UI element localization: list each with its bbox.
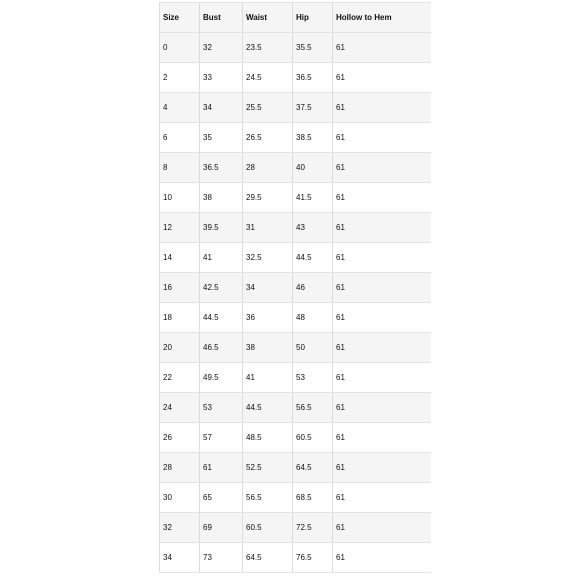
header-size: Size xyxy=(160,3,200,33)
cell-size: 14 xyxy=(160,243,200,273)
cell-waist: 29.5 xyxy=(243,183,293,213)
cell-size: 6 xyxy=(160,123,200,153)
cell-bust: 34 xyxy=(200,93,243,123)
table-row xyxy=(160,183,431,213)
cell-hollow-to-hem: 61 xyxy=(333,393,431,423)
cell-hip: 68.5 xyxy=(293,483,333,513)
cell-hip: 72.5 xyxy=(293,513,333,543)
cell-size: 12 xyxy=(160,213,200,243)
cell-hollow-to-hem: 61 xyxy=(333,483,431,513)
cell-waist: 64.5 xyxy=(243,543,293,573)
cell-hip: 56.5 xyxy=(293,393,333,423)
cell-waist: 44.5 xyxy=(243,393,293,423)
cell-hip: 53 xyxy=(293,363,333,393)
cell-hollow-to-hem: 61 xyxy=(333,303,431,333)
cell-hollow-to-hem: 61 xyxy=(333,33,431,63)
table-row xyxy=(160,273,431,303)
cell-waist: 34 xyxy=(243,273,293,303)
cell-bust: 61 xyxy=(200,453,243,483)
cell-waist: 36 xyxy=(243,303,293,333)
cell-hollow-to-hem: 61 xyxy=(333,363,431,393)
cell-bust: 53 xyxy=(200,393,243,423)
table-row xyxy=(160,93,431,123)
cell-bust: 65 xyxy=(200,483,243,513)
cell-waist: 32.5 xyxy=(243,243,293,273)
cell-waist: 24.5 xyxy=(243,63,293,93)
cell-hollow-to-hem: 61 xyxy=(333,153,431,183)
table-row xyxy=(160,33,431,63)
cell-bust: 69 xyxy=(200,513,243,543)
cell-size: 10 xyxy=(160,183,200,213)
size-chart-table xyxy=(159,2,431,573)
cell-bust: 49.5 xyxy=(200,363,243,393)
cell-hollow-to-hem: 61 xyxy=(333,543,431,573)
table-row xyxy=(160,393,431,423)
header-hip: Hip xyxy=(293,3,333,33)
cell-hip: 44.5 xyxy=(293,243,333,273)
cell-size: 28 xyxy=(160,453,200,483)
cell-hollow-to-hem: 61 xyxy=(333,273,431,303)
cell-hip: 38.5 xyxy=(293,123,333,153)
cell-bust: 38 xyxy=(200,183,243,213)
table-row xyxy=(160,123,431,153)
table-row xyxy=(160,453,431,483)
cell-hip: 41.5 xyxy=(293,183,333,213)
cell-size: 8 xyxy=(160,153,200,183)
cell-waist: 60.5 xyxy=(243,513,293,543)
cell-hip: 43 xyxy=(293,213,333,243)
cell-waist: 23.5 xyxy=(243,33,293,63)
cell-hollow-to-hem: 61 xyxy=(333,513,431,543)
table-row xyxy=(160,513,431,543)
cell-size: 30 xyxy=(160,483,200,513)
cell-size: 0 xyxy=(160,33,200,63)
table-row xyxy=(160,63,431,93)
cell-hip: 50 xyxy=(293,333,333,363)
cell-bust: 35 xyxy=(200,123,243,153)
cell-hollow-to-hem: 61 xyxy=(333,123,431,153)
cell-hip: 36.5 xyxy=(293,63,333,93)
cell-size: 24 xyxy=(160,393,200,423)
cell-size: 20 xyxy=(160,333,200,363)
cell-bust: 41 xyxy=(200,243,243,273)
cell-size: 4 xyxy=(160,93,200,123)
cell-size: 2 xyxy=(160,63,200,93)
table-header xyxy=(160,3,431,33)
cell-waist: 56.5 xyxy=(243,483,293,513)
cell-hollow-to-hem: 61 xyxy=(333,243,431,273)
cell-bust: 33 xyxy=(200,63,243,93)
cell-bust: 36.5 xyxy=(200,153,243,183)
cell-waist: 31 xyxy=(243,213,293,243)
cell-hollow-to-hem: 61 xyxy=(333,453,431,483)
cell-waist: 41 xyxy=(243,363,293,393)
cell-hip: 48 xyxy=(293,303,333,333)
cell-hollow-to-hem: 61 xyxy=(333,183,431,213)
header-hollow-to-hem: Hollow to Hem xyxy=(333,3,431,33)
cell-hollow-to-hem: 61 xyxy=(333,213,431,243)
table-row xyxy=(160,243,431,273)
cell-bust: 44.5 xyxy=(200,303,243,333)
table-body xyxy=(160,33,431,573)
table-row xyxy=(160,333,431,363)
cell-waist: 28 xyxy=(243,153,293,183)
cell-bust: 73 xyxy=(200,543,243,573)
cell-size: 16 xyxy=(160,273,200,303)
cell-size: 32 xyxy=(160,513,200,543)
cell-hip: 60.5 xyxy=(293,423,333,453)
table-row xyxy=(160,213,431,243)
cell-waist: 52.5 xyxy=(243,453,293,483)
table-row xyxy=(160,153,431,183)
table-row xyxy=(160,363,431,393)
cell-waist: 26.5 xyxy=(243,123,293,153)
cell-hip: 76.5 xyxy=(293,543,333,573)
table-row xyxy=(160,543,431,573)
cell-hip: 37.5 xyxy=(293,93,333,123)
cell-hollow-to-hem: 61 xyxy=(333,63,431,93)
cell-hollow-to-hem: 61 xyxy=(333,423,431,453)
table-row xyxy=(160,423,431,453)
header-waist: Waist xyxy=(243,3,293,33)
cell-bust: 42.5 xyxy=(200,273,243,303)
cell-bust: 46.5 xyxy=(200,333,243,363)
cell-hip: 40 xyxy=(293,153,333,183)
header-bust: Bust xyxy=(200,3,243,33)
cell-hip: 46 xyxy=(293,273,333,303)
cell-size: 34 xyxy=(160,543,200,573)
cell-waist: 48.5 xyxy=(243,423,293,453)
cell-hip: 64.5 xyxy=(293,453,333,483)
table-row xyxy=(160,483,431,513)
cell-bust: 39.5 xyxy=(200,213,243,243)
cell-waist: 38 xyxy=(243,333,293,363)
cell-size: 26 xyxy=(160,423,200,453)
cell-hollow-to-hem: 61 xyxy=(333,333,431,363)
header-row xyxy=(160,3,431,33)
cell-waist: 25.5 xyxy=(243,93,293,123)
cell-bust: 57 xyxy=(200,423,243,453)
cell-bust: 32 xyxy=(200,33,243,63)
cell-size: 22 xyxy=(160,363,200,393)
cell-size: 18 xyxy=(160,303,200,333)
cell-hollow-to-hem: 61 xyxy=(333,93,431,123)
cell-hip: 35.5 xyxy=(293,33,333,63)
table-row xyxy=(160,303,431,333)
